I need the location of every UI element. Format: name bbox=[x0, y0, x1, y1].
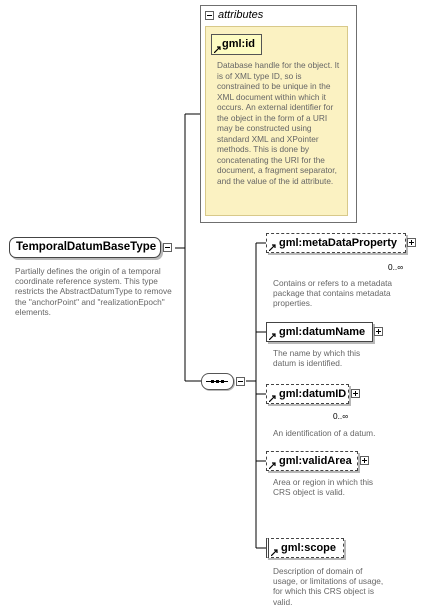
element-name: gml:scope bbox=[281, 542, 337, 554]
element-name: gml:datumID bbox=[279, 388, 347, 400]
root-type[interactable] bbox=[9, 237, 161, 258]
attribute-gml-id[interactable] bbox=[211, 34, 262, 55]
sequence-dot bbox=[221, 380, 224, 383]
root-type-description: Partially defines the origin of a temporal coordinate reference system. This type restricts the AbstractDatumType to remove the "anchorPoint" and "realizationEpoch" elements. bbox=[15, 266, 172, 317]
reference-arrow-icon bbox=[269, 395, 276, 402]
root-type-name: TemporalDatumBaseType bbox=[16, 241, 157, 253]
element-description: The name by which this datum is identified. bbox=[273, 348, 361, 369]
cardinality: 0..∞ bbox=[333, 411, 349, 421]
element-metadataproperty[interactable] bbox=[266, 233, 406, 253]
collapse-icon[interactable] bbox=[236, 377, 245, 386]
collapse-icon[interactable] bbox=[163, 243, 172, 252]
sequence-dot bbox=[211, 380, 214, 383]
element-name: gml:validArea bbox=[279, 455, 352, 467]
reference-arrow-icon bbox=[269, 333, 276, 340]
element-name: gml:datumName bbox=[279, 326, 366, 338]
attributes-title: attributes bbox=[218, 9, 264, 21]
expand-icon[interactable] bbox=[374, 327, 383, 336]
expand-icon[interactable] bbox=[351, 389, 360, 398]
collapse-icon[interactable] bbox=[205, 11, 214, 20]
attribute-description: Database handle for the object. It is of XML type ID, so is constrained to be unique in the XML document within which it occurs. An external identifier for the object in the form of a URI may be constructed using standard XML and XPointer methods. This is done by concatenating the URI for the document, a fragment separator, and the value of the id attribute. bbox=[217, 60, 340, 186]
expand-icon[interactable] bbox=[360, 456, 369, 465]
reference-arrow-icon bbox=[269, 244, 276, 251]
element-description: An identification of a datum. bbox=[273, 428, 376, 438]
reference-arrow-icon bbox=[269, 462, 276, 469]
sequence-dot bbox=[216, 380, 219, 383]
element-validarea[interactable] bbox=[266, 451, 358, 471]
attribute-name: gml:id bbox=[222, 38, 255, 50]
reference-arrow-icon bbox=[214, 46, 221, 53]
expand-icon[interactable] bbox=[407, 238, 416, 247]
cardinality: 0..∞ bbox=[388, 262, 404, 272]
element-description: Description of domain of usage, or limitations of usage, for which this CRS object is valid. bbox=[273, 566, 384, 607]
element-description: Contains or refers to a metadata package that contains metadata properties. bbox=[273, 278, 392, 309]
element-description: Area or region in which this CRS object is valid. bbox=[273, 477, 374, 498]
reference-arrow-icon bbox=[271, 549, 278, 556]
element-scope[interactable] bbox=[266, 538, 344, 558]
element-datumid[interactable] bbox=[266, 384, 349, 404]
element-name: gml:metaDataProperty bbox=[279, 237, 397, 249]
element-datumname[interactable] bbox=[266, 322, 373, 342]
